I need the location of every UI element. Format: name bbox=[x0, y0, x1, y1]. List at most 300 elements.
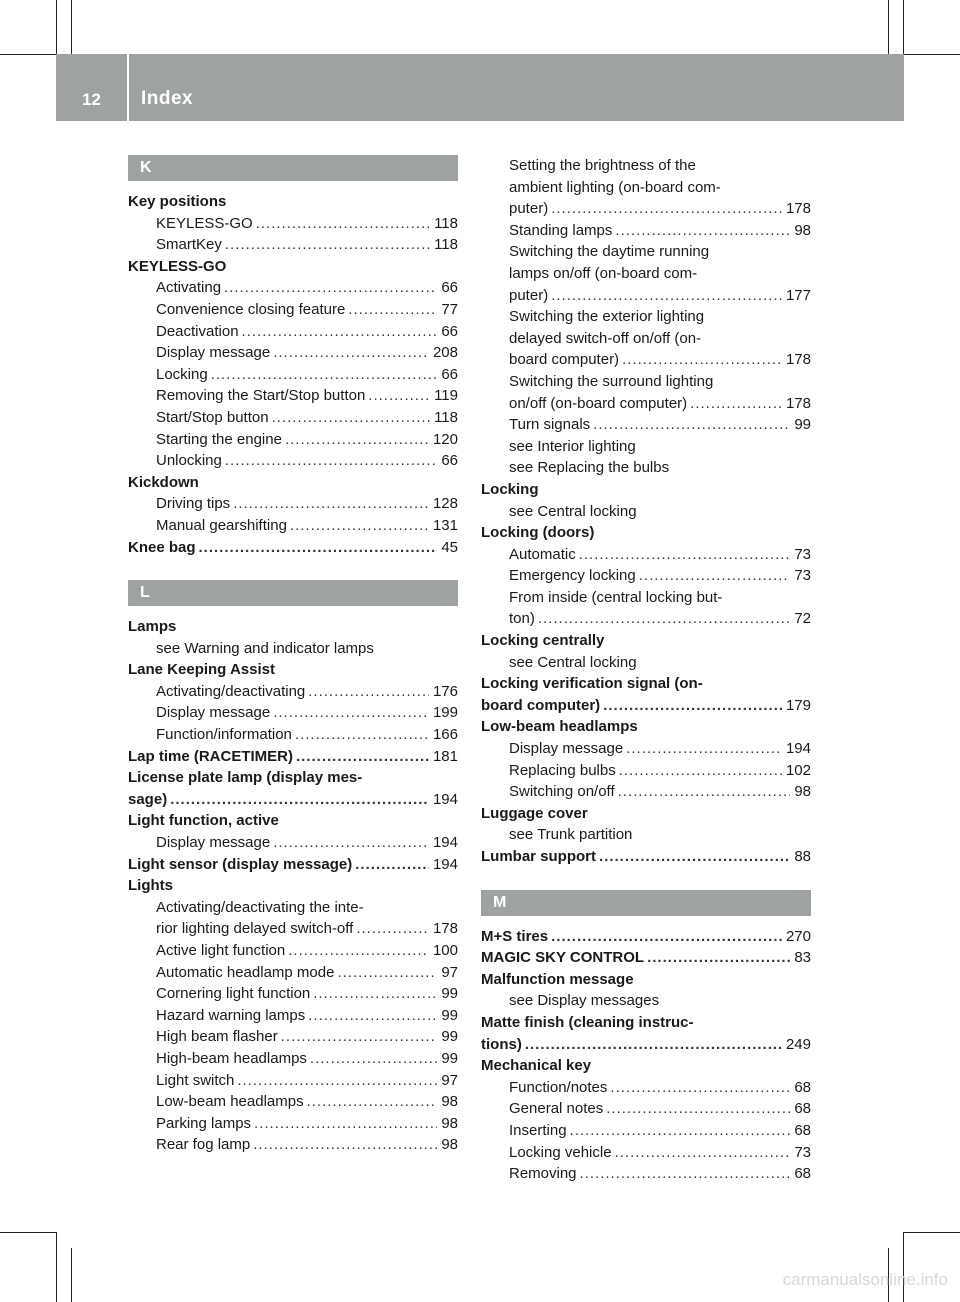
crop-mark bbox=[904, 1232, 960, 1233]
page-reference[interactable]: 270 bbox=[785, 927, 811, 945]
index-subentry bbox=[481, 436, 811, 458]
entry-text: Automatic bbox=[509, 545, 576, 563]
index-entry bbox=[481, 716, 811, 738]
entry-text: Locking centrally bbox=[481, 632, 605, 650]
index-entry bbox=[481, 1055, 811, 1077]
entry-text: High beam flasher bbox=[156, 1028, 278, 1046]
index-entry bbox=[128, 191, 458, 213]
index-subentry bbox=[481, 501, 811, 523]
index-subentry bbox=[128, 940, 458, 962]
page-reference[interactable]: 178 bbox=[432, 920, 458, 938]
page-reference[interactable]: 178 bbox=[785, 351, 811, 369]
index-subentry bbox=[128, 1113, 458, 1135]
page-reference[interactable]: 178 bbox=[785, 394, 811, 412]
index-subentry bbox=[128, 407, 458, 429]
index-subentry bbox=[128, 1091, 458, 1113]
section-title: Index bbox=[141, 88, 194, 109]
page-reference[interactable]: 77 bbox=[441, 300, 458, 318]
page-reference[interactable]: 179 bbox=[785, 696, 811, 714]
letter-heading: K bbox=[128, 155, 458, 181]
index-subentry bbox=[481, 220, 811, 242]
page-reference[interactable]: 68 bbox=[794, 1165, 811, 1183]
entry-text: delayed switch-off on/off (on- bbox=[509, 329, 702, 347]
page-reference[interactable]: 194 bbox=[785, 740, 811, 758]
entry-text: Mechanical key bbox=[481, 1057, 592, 1075]
index-subentry bbox=[481, 1077, 811, 1099]
page-reference[interactable]: 73 bbox=[794, 1143, 811, 1161]
index-subentry bbox=[481, 263, 811, 285]
index-subentry bbox=[128, 724, 458, 746]
entry-text: Display message bbox=[156, 704, 271, 722]
index-subentry bbox=[128, 234, 458, 256]
index-entry bbox=[128, 659, 458, 681]
dot-leader bbox=[538, 608, 790, 630]
dot-leader bbox=[288, 940, 429, 962]
entry-text: Display message bbox=[156, 344, 271, 362]
entry-text: Key positions bbox=[128, 193, 227, 210]
page-reference[interactable]: 98 bbox=[794, 783, 811, 801]
page-reference[interactable]: 88 bbox=[794, 848, 811, 865]
index-entry bbox=[481, 803, 811, 825]
crop-mark bbox=[888, 0, 889, 54]
index-subentry bbox=[481, 738, 811, 760]
entry-text: Luggage cover bbox=[481, 804, 588, 822]
entry-text: Inserting bbox=[509, 1121, 567, 1139]
page-reference[interactable]: 66 bbox=[441, 452, 458, 470]
entry-text: board computer) bbox=[481, 696, 601, 714]
entry-text: Light function, active bbox=[128, 812, 279, 830]
entry-text: License plate lamp (display mes- bbox=[128, 769, 363, 787]
entry-text: Function/information bbox=[156, 726, 292, 744]
index-subentry bbox=[128, 1026, 458, 1048]
index-subentry bbox=[481, 781, 811, 803]
index-subentry bbox=[481, 1120, 811, 1142]
dot-leader bbox=[690, 393, 782, 415]
entry-text: Rear fog lamp bbox=[156, 1136, 251, 1154]
page-reference[interactable]: 68 bbox=[794, 1100, 811, 1118]
entry-text: Activating bbox=[156, 279, 222, 297]
index-subentry bbox=[128, 385, 458, 407]
entry-text: Hazard warning lamps bbox=[156, 1006, 306, 1024]
entry-text: Switching on/off bbox=[509, 783, 615, 801]
index-subentry bbox=[128, 299, 458, 321]
entry-text: ambient lighting (on-board com- bbox=[509, 178, 721, 196]
entry-text: tions) bbox=[481, 1035, 522, 1053]
entry-text: Lane Keeping Assist bbox=[128, 661, 275, 679]
index-subentry bbox=[481, 328, 811, 350]
dot-leader bbox=[355, 854, 429, 876]
dot-leader bbox=[211, 364, 438, 386]
page-reference[interactable]: 194 bbox=[432, 834, 458, 852]
dot-leader bbox=[551, 926, 782, 948]
dot-leader bbox=[603, 695, 782, 717]
page-reference[interactable]: 83 bbox=[794, 949, 811, 967]
dot-leader bbox=[272, 407, 431, 429]
entry-text: Switching the exterior lighting bbox=[509, 308, 705, 326]
dot-leader bbox=[618, 781, 791, 803]
entry-text: Locking verification signal (on- bbox=[481, 675, 703, 693]
dot-leader bbox=[225, 450, 437, 472]
page-reference[interactable]: 99 bbox=[794, 416, 811, 434]
entry-text: SmartKey bbox=[156, 236, 222, 254]
index-subentry bbox=[128, 493, 458, 515]
page-reference[interactable]: 120 bbox=[432, 430, 458, 448]
index-entry bbox=[128, 616, 458, 638]
index-entry bbox=[128, 854, 458, 876]
page-reference[interactable]: 73 bbox=[794, 567, 811, 585]
entry-text: Low-beam headlamps bbox=[156, 1093, 304, 1111]
entry-text: KEYLESS-GO bbox=[156, 214, 253, 232]
index-subentry bbox=[128, 364, 458, 386]
index-subentry bbox=[128, 638, 458, 660]
entry-text: Parking lamps bbox=[156, 1114, 252, 1132]
page-reference[interactable]: 72 bbox=[794, 610, 811, 628]
dot-leader bbox=[253, 1134, 437, 1156]
index-entry bbox=[128, 256, 458, 278]
dot-leader bbox=[647, 947, 790, 969]
page-reference[interactable]: 100 bbox=[432, 942, 458, 959]
dot-leader bbox=[199, 537, 438, 559]
entry-text: Unlocking bbox=[156, 452, 222, 470]
entry-text: Active light function bbox=[156, 942, 286, 959]
crop-mark bbox=[904, 54, 960, 55]
dot-leader bbox=[224, 277, 437, 299]
crop-mark bbox=[56, 1232, 57, 1302]
entry-text: Deactivation bbox=[156, 322, 239, 340]
index-entry bbox=[128, 472, 458, 494]
page-reference[interactable]: 131 bbox=[432, 516, 458, 534]
dot-leader bbox=[308, 1005, 437, 1027]
index-entry bbox=[128, 746, 458, 768]
dot-leader bbox=[615, 220, 790, 242]
index-subentry bbox=[128, 918, 458, 940]
entry-text: Convenience closing feature bbox=[156, 300, 346, 318]
index-subentry bbox=[481, 565, 811, 587]
entry-text: see Interior lighting bbox=[509, 437, 636, 455]
index-subentry bbox=[128, 342, 458, 364]
dot-leader bbox=[599, 846, 790, 868]
entry-text: Display message bbox=[509, 740, 624, 758]
entry-text: Activating/deactivating bbox=[156, 682, 306, 700]
index-subentry bbox=[481, 652, 811, 674]
page-reference[interactable]: 98 bbox=[794, 221, 811, 239]
dot-leader bbox=[551, 285, 782, 307]
entry-text: M+S tires bbox=[481, 927, 549, 945]
index-entry bbox=[481, 695, 811, 717]
letter-heading: L bbox=[128, 580, 458, 606]
page-reference[interactable]: 118 bbox=[434, 214, 458, 232]
index-entry bbox=[128, 810, 458, 832]
page-reference[interactable]: 68 bbox=[794, 1121, 811, 1139]
index-column-left bbox=[128, 155, 458, 1156]
page-reference[interactable]: 68 bbox=[794, 1078, 811, 1096]
page-reference[interactable]: 99 bbox=[441, 1028, 458, 1046]
dot-leader bbox=[610, 1077, 790, 1099]
index-subentry bbox=[481, 371, 811, 393]
entry-text: ton) bbox=[509, 610, 535, 628]
index-subentry bbox=[481, 824, 811, 846]
dot-leader bbox=[308, 681, 429, 703]
index-subentry bbox=[481, 457, 811, 479]
index-entry bbox=[128, 537, 458, 559]
entry-text: rior lighting delayed switch-off bbox=[156, 920, 354, 938]
index-subentry bbox=[128, 681, 458, 703]
entry-text: Function/notes bbox=[509, 1078, 608, 1096]
entry-text: see Central locking bbox=[509, 653, 637, 671]
index-subentry bbox=[128, 1070, 458, 1092]
entry-text: Replacing bulbs bbox=[509, 761, 616, 779]
crop-mark bbox=[0, 1232, 56, 1233]
page-reference[interactable]: 66 bbox=[441, 279, 458, 297]
dot-leader bbox=[170, 789, 429, 811]
entry-text: Starting the engine bbox=[156, 430, 282, 448]
entry-text: High-beam headlamps bbox=[156, 1049, 307, 1067]
crop-mark bbox=[71, 1248, 72, 1302]
entry-text: see Warning and indicator lamps bbox=[156, 639, 374, 657]
entry-text: Standing lamps bbox=[509, 221, 613, 239]
page-reference[interactable]: 181 bbox=[432, 747, 458, 765]
page-reference[interactable]: 249 bbox=[785, 1035, 811, 1053]
dot-leader bbox=[551, 198, 782, 220]
dot-leader bbox=[307, 1091, 438, 1113]
page-reference[interactable]: 97 bbox=[441, 963, 458, 981]
dot-leader bbox=[273, 702, 429, 724]
dot-leader bbox=[570, 1120, 791, 1142]
dot-leader bbox=[615, 1142, 791, 1164]
index-subentry bbox=[128, 1005, 458, 1027]
entry-text: see Trunk partition bbox=[509, 826, 633, 844]
entry-text: Start/Stop button bbox=[156, 408, 269, 426]
index-entry bbox=[481, 630, 811, 652]
page-reference[interactable]: 45 bbox=[441, 538, 458, 556]
entry-text: Kickdown bbox=[128, 473, 199, 491]
dot-leader bbox=[626, 738, 782, 760]
index-subentry bbox=[481, 177, 811, 199]
entry-text: see Replacing the bulbs bbox=[509, 459, 670, 477]
crop-mark bbox=[0, 54, 56, 55]
dot-leader bbox=[296, 746, 429, 768]
index-subentry bbox=[128, 897, 458, 919]
page-reference[interactable]: 208 bbox=[432, 344, 458, 362]
dot-leader bbox=[593, 414, 790, 436]
dot-leader bbox=[273, 832, 429, 854]
page-reference[interactable]: 98 bbox=[441, 1114, 458, 1132]
dot-leader bbox=[273, 342, 429, 364]
index-subentry bbox=[481, 608, 811, 630]
entry-text: sage) bbox=[128, 790, 168, 808]
entry-text: Matte finish (cleaning instruc- bbox=[481, 1013, 694, 1031]
index-subentry bbox=[481, 990, 811, 1012]
entry-text: Locking vehicle bbox=[509, 1143, 612, 1161]
index-subentry bbox=[128, 1048, 458, 1070]
dot-leader bbox=[281, 1026, 438, 1048]
entry-text: lamps on/off (on-board com- bbox=[509, 264, 698, 282]
page-reference[interactable]: 178 bbox=[785, 200, 811, 218]
dot-leader bbox=[242, 321, 438, 343]
page-reference[interactable]: 98 bbox=[441, 1093, 458, 1111]
header-divider bbox=[127, 54, 129, 121]
index-entry bbox=[481, 926, 811, 948]
crop-mark bbox=[903, 0, 904, 54]
entry-text: From inside (central locking but- bbox=[509, 588, 723, 606]
index-entry bbox=[481, 947, 811, 969]
index-entry bbox=[481, 969, 811, 991]
page-reference[interactable]: 194 bbox=[432, 855, 458, 873]
dot-leader bbox=[313, 983, 437, 1005]
page-reference[interactable]: 166 bbox=[432, 726, 458, 744]
page-reference[interactable]: 177 bbox=[785, 286, 811, 304]
index-subentry bbox=[481, 198, 811, 220]
index-subentry bbox=[481, 414, 811, 436]
page-reference[interactable]: 66 bbox=[441, 322, 458, 340]
index-entry bbox=[481, 522, 811, 544]
index-entry bbox=[128, 875, 458, 897]
section-gap bbox=[481, 868, 811, 890]
crop-mark bbox=[903, 1232, 904, 1302]
dot-leader bbox=[356, 918, 429, 940]
dot-leader bbox=[237, 1070, 437, 1092]
entry-text: see Display messages bbox=[509, 992, 660, 1010]
index-subentry bbox=[481, 1142, 811, 1164]
dot-leader bbox=[368, 385, 430, 407]
entry-text: see Central locking bbox=[509, 502, 637, 520]
index-entry bbox=[128, 767, 458, 789]
index-subentry bbox=[481, 285, 811, 307]
dot-leader bbox=[622, 349, 782, 371]
crop-mark bbox=[71, 0, 72, 54]
index-subentry bbox=[128, 983, 458, 1005]
entry-text: Locking (doors) bbox=[481, 524, 595, 542]
entry-text: Turn signals bbox=[509, 416, 591, 434]
index-subentry bbox=[128, 515, 458, 537]
entry-text: Cornering light function bbox=[156, 985, 311, 1003]
dot-leader bbox=[606, 1098, 790, 1120]
index-subentry bbox=[481, 544, 811, 566]
entry-text: Switching the daytime running bbox=[509, 243, 710, 261]
dot-leader bbox=[225, 234, 430, 256]
entry-text: Lights bbox=[128, 877, 173, 895]
page-reference[interactable]: 119 bbox=[434, 387, 458, 405]
crop-mark bbox=[56, 0, 57, 54]
page-reference[interactable]: 99 bbox=[441, 1006, 458, 1024]
index-subentry bbox=[128, 1134, 458, 1156]
entry-text: puter) bbox=[509, 286, 549, 304]
dot-leader bbox=[254, 1113, 437, 1135]
page-reference[interactable]: 99 bbox=[441, 985, 458, 1003]
dot-leader bbox=[639, 565, 791, 587]
entry-text: Automatic headlamp mode bbox=[156, 963, 335, 981]
page-reference[interactable]: 102 bbox=[785, 761, 811, 779]
dot-leader bbox=[310, 1048, 437, 1070]
page-reference[interactable]: 97 bbox=[441, 1071, 458, 1089]
page-reference[interactable]: 98 bbox=[441, 1136, 458, 1154]
letter-heading: M bbox=[481, 890, 811, 916]
page-reference[interactable]: 118 bbox=[434, 408, 458, 426]
entry-text: Removing bbox=[509, 1165, 577, 1183]
index-subentry bbox=[481, 1163, 811, 1185]
entry-text: puter) bbox=[509, 200, 549, 218]
entry-text: Activating/deactivating the inte- bbox=[156, 898, 364, 916]
entry-text: Lumbar support bbox=[481, 848, 596, 865]
index-entry bbox=[128, 789, 458, 811]
entry-text: Manual gearshifting bbox=[156, 516, 287, 534]
page-reference[interactable]: 118 bbox=[434, 236, 458, 254]
page-reference[interactable]: 73 bbox=[794, 545, 811, 563]
entry-text: Locking bbox=[481, 480, 539, 498]
entry-text: Low-beam headlamps bbox=[481, 718, 638, 736]
entry-text: Light sensor (display message) bbox=[128, 855, 353, 873]
entry-text: Knee bag bbox=[128, 538, 196, 556]
page-reference[interactable]: 99 bbox=[441, 1049, 458, 1067]
index-subentry bbox=[481, 155, 811, 177]
dot-leader bbox=[290, 515, 429, 537]
entry-text: on/off (on-board computer) bbox=[509, 394, 688, 412]
dot-leader bbox=[285, 429, 429, 451]
index-subentry bbox=[128, 213, 458, 235]
index-subentry bbox=[128, 832, 458, 854]
index-subentry bbox=[481, 349, 811, 371]
dot-leader bbox=[256, 213, 430, 235]
index-entry bbox=[481, 673, 811, 695]
section-gap bbox=[128, 558, 458, 580]
dot-leader bbox=[337, 962, 437, 984]
index-entry bbox=[481, 1034, 811, 1056]
index-entry bbox=[481, 1012, 811, 1034]
entry-text: MAGIC SKY CONTROL bbox=[481, 949, 645, 967]
index-column-right bbox=[481, 155, 811, 1185]
dot-leader bbox=[619, 760, 782, 782]
index-entry bbox=[481, 479, 811, 501]
index-subentry bbox=[128, 962, 458, 984]
page-number: 12 bbox=[82, 90, 101, 109]
entry-text: Setting the brightness of the bbox=[509, 157, 696, 174]
entry-text: General notes bbox=[509, 1100, 604, 1118]
index-subentry bbox=[481, 587, 811, 609]
dot-leader bbox=[579, 544, 791, 566]
entry-text: Lap time (RACETIMER) bbox=[128, 747, 293, 765]
page-reference[interactable]: 128 bbox=[432, 495, 458, 513]
dot-leader bbox=[348, 299, 437, 321]
entry-text: Emergency locking bbox=[509, 567, 636, 585]
entry-text: Removing the Start/Stop button bbox=[156, 387, 366, 405]
index-subentry bbox=[481, 393, 811, 415]
entry-text: Malfunction message bbox=[481, 970, 634, 988]
page-reference[interactable]: 199 bbox=[432, 704, 458, 722]
index-subentry bbox=[128, 702, 458, 724]
page-reference[interactable]: 176 bbox=[432, 682, 458, 700]
entry-text: KEYLESS-GO bbox=[128, 257, 227, 275]
entry-text: board computer) bbox=[509, 351, 620, 369]
index-subentry bbox=[481, 1098, 811, 1120]
entry-text: Lamps bbox=[128, 618, 177, 636]
dot-leader bbox=[525, 1034, 782, 1056]
index-subentry bbox=[481, 306, 811, 328]
entry-text: Switching the surround lighting bbox=[509, 372, 714, 390]
dot-leader bbox=[233, 493, 429, 515]
entry-text: Locking bbox=[156, 365, 208, 383]
entry-text: Display message bbox=[156, 834, 271, 852]
index-subentry bbox=[481, 241, 811, 263]
entry-text: Driving tips bbox=[156, 495, 231, 513]
index-subentry bbox=[128, 321, 458, 343]
dot-leader bbox=[295, 724, 429, 746]
page-reference[interactable]: 66 bbox=[441, 365, 458, 383]
watermark: carmanualsonline.info bbox=[782, 1270, 948, 1289]
page-reference[interactable]: 194 bbox=[432, 790, 458, 808]
index-subentry bbox=[128, 277, 458, 299]
index-subentry bbox=[128, 429, 458, 451]
index-entry bbox=[481, 846, 811, 868]
